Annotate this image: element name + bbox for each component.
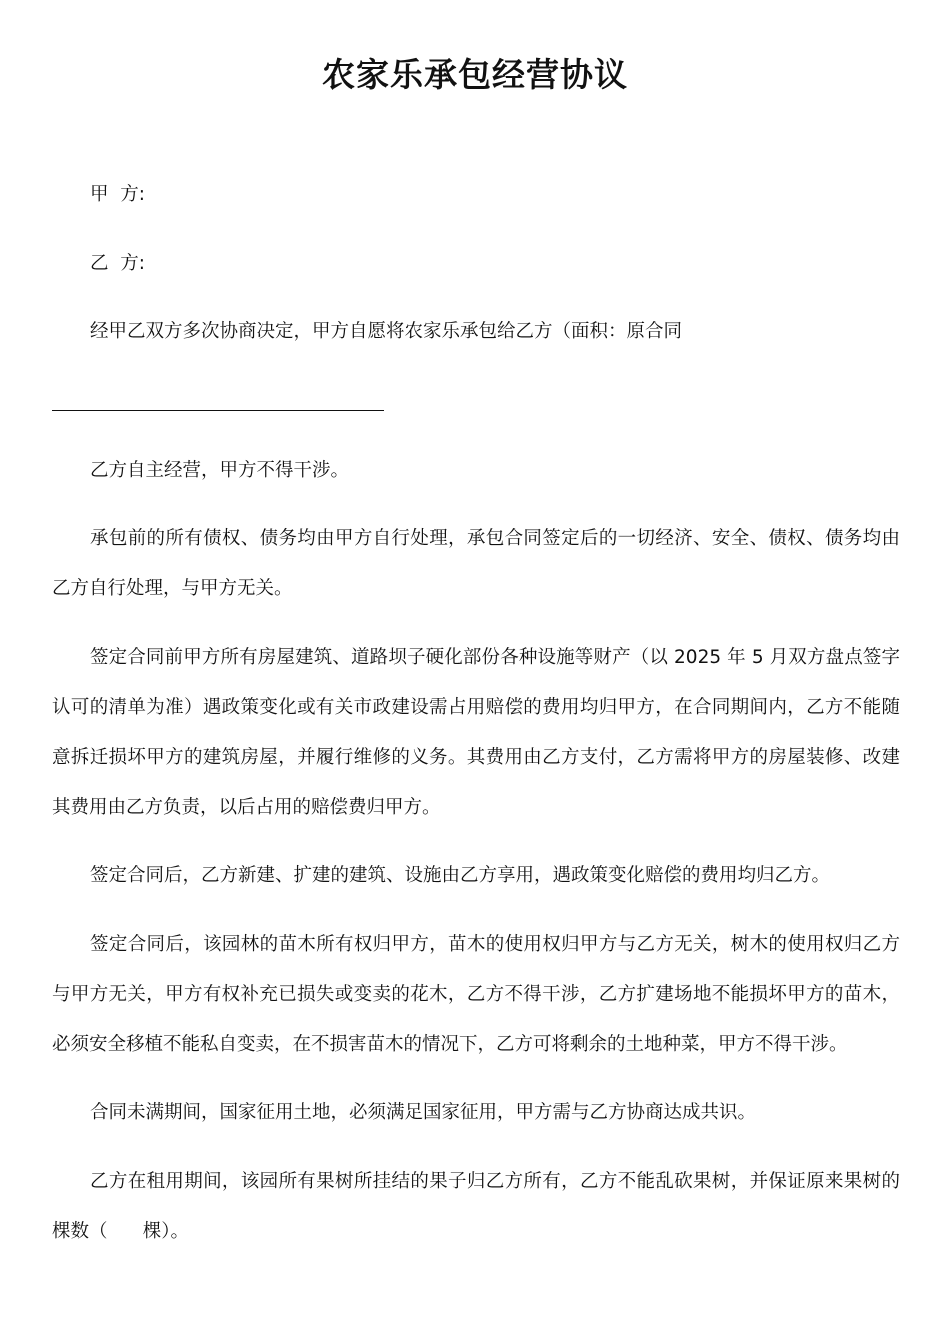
document-title: 农家乐承包经营协议 bbox=[322, 55, 628, 94]
clause-fruit-trees: 乙方在租用期间，该园所有果树所挂结的果子归乙方所有，乙方不能乱砍果树，并保证原来果树的棵数（ 棵）。 bbox=[52, 1171, 900, 1242]
clause-self-operation: 乙方自主经营，甲方不得干涉。 bbox=[90, 460, 350, 481]
clause-intro: 经甲乙双方多次协商决定，甲方自愿将农家乐承包给乙方（面积：原合同 bbox=[90, 321, 683, 342]
clause-new-construction: 签定合同后，乙方新建、扩建的建筑、设施由乙方享用，遇政策变化赔偿的费用均归乙方。 bbox=[90, 865, 831, 886]
clause-seedlings: 签定合同后，该园林的苗木所有权归甲方，苗木的使用权归甲方与乙方无关，树木的使用权归乙方与甲方无关，甲方有权补充已损失或变卖的花木，乙方不得干涉，乙方扩建场地不能损坏甲方的苗木，必须安全移植不能私自变卖，在不损害苗木的情况下，乙方可将剩余的土地种菜，甲方不得干涉。 bbox=[52, 934, 900, 1055]
party-a-label: 甲 方: bbox=[90, 184, 145, 205]
blank-fill-line bbox=[52, 410, 384, 411]
clause-land-requisition: 合同未满期间，国家征用土地，必须满足国家征用，甲方需与乙方协商达成共识。 bbox=[90, 1102, 757, 1123]
clause-property-compensation: 签定合同前甲方所有房屋建筑、道路坝子硬化部份各种设施等财产（以 2025 年 5 月双方盘点签字认可的清单为准）遇政策变化或有关市政建设需占用赔偿的费用均归甲方，在合同期间内，乙方不能随意拆迁损坏甲方的建筑房屋，并履行维修的义务。其费用由乙方支付，乙方需将甲方的房屋装修、改建其费用由乙方负责，以后占用的赔偿费归甲方。 bbox=[52, 647, 900, 818]
clause-debts: 承包前的所有债权、债务均由甲方自行处理，承包合同签定后的一切经济、安全、债权、债务均由乙方自行处理，与甲方无关。 bbox=[52, 528, 900, 599]
party-b-label: 乙 方: bbox=[90, 253, 145, 274]
